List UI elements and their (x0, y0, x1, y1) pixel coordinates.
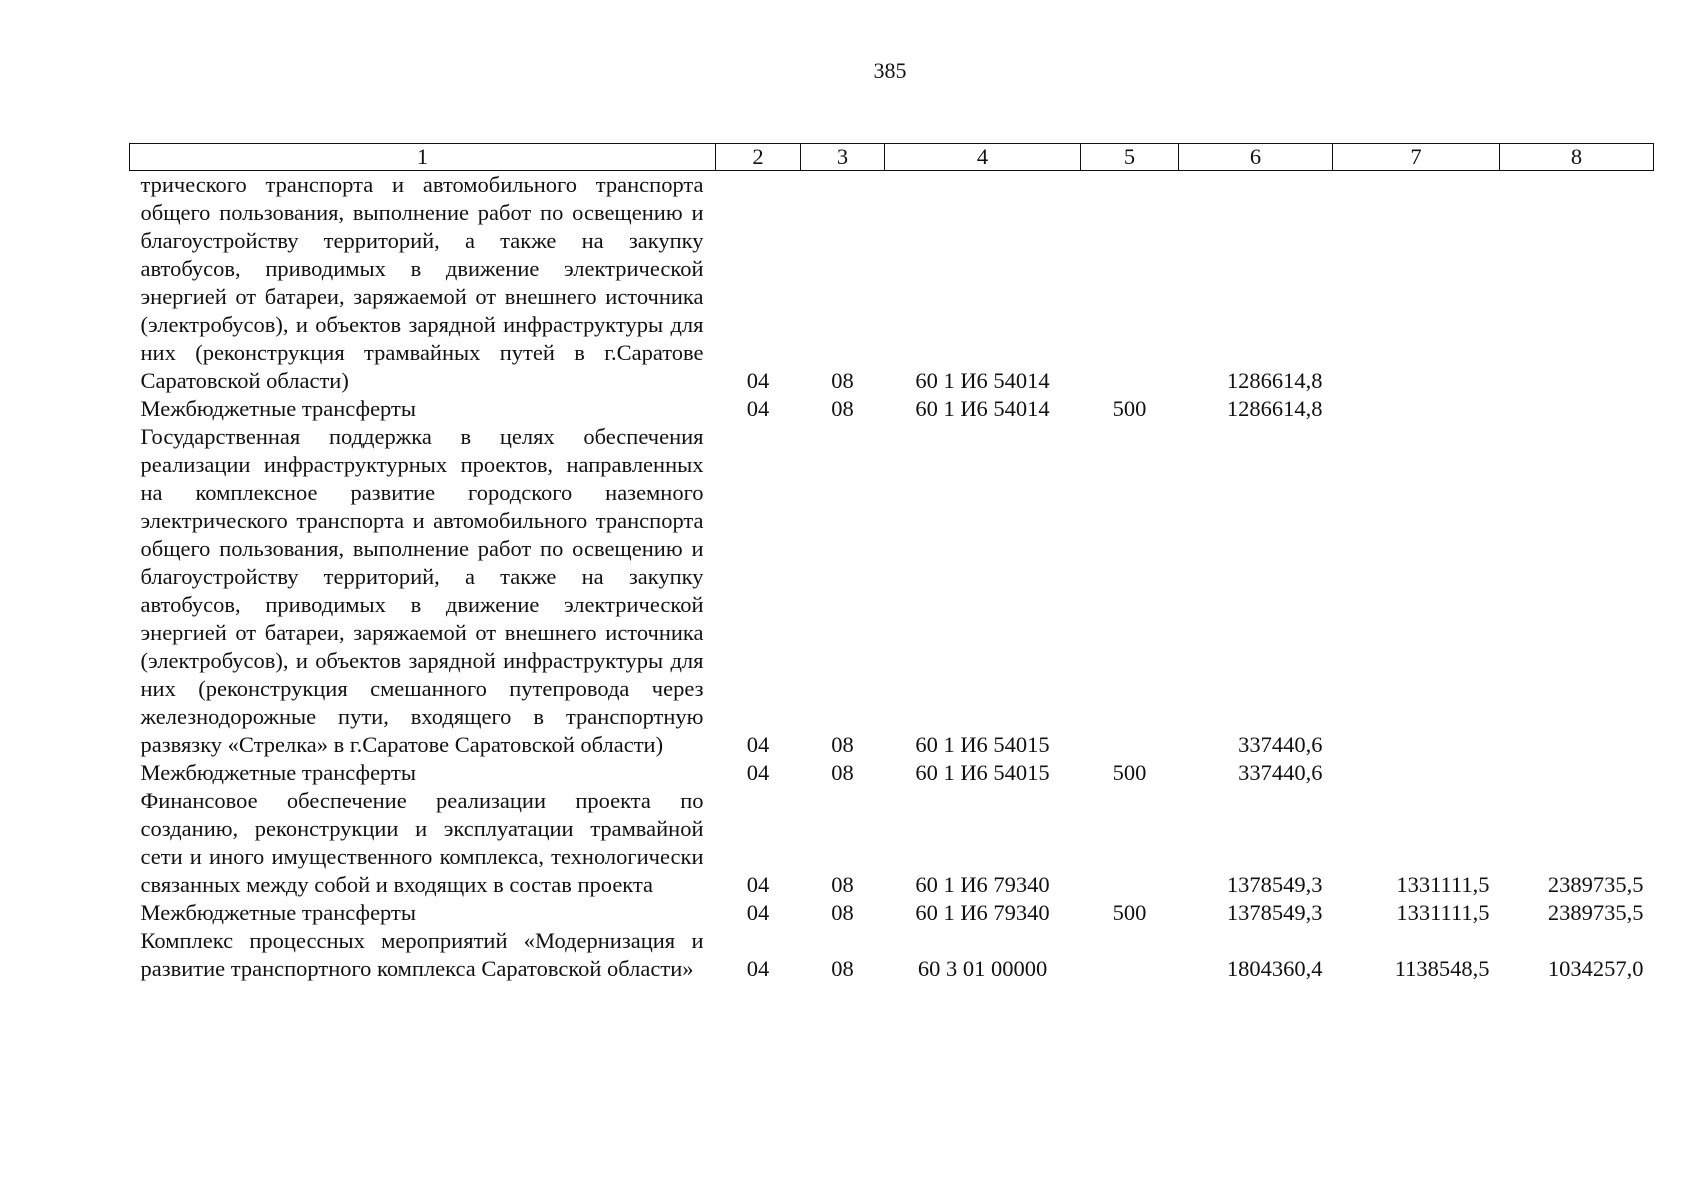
expense-type-cell (1081, 423, 1179, 759)
header-col-4: 4 (885, 144, 1081, 171)
amount-col-8-cell (1500, 171, 1654, 396)
target-article-cell: 60 1 И6 54014 (915, 396, 1050, 421)
table-row (130, 927, 1654, 983)
row-name-cell: Государственная поддержка в целях обеспечения реализации инфраструктурных проектов, направленных на комплексное развитие городского наземного электрического транспорта и автомобильного транспорта общего пользования, выполнение работ по освещению и благоустройству территорий, а также на закупку автобусов, приводимых в движение электрической энергией от батареи, заряжаемой от внешнего источника (электробусов), и объектов зарядной инфраструктуры для них (реконструкция смешанного путепровода через железнодорожные пути, входящего в транспортную развязку «Стрелка» в г.Саратове Саратовской области) (140, 424, 704, 757)
header-row (130, 144, 1654, 171)
row-name-cell: Межбюджетные трансферты (140, 396, 416, 421)
table-row (130, 395, 1654, 423)
header-col-6: 6 (1179, 144, 1333, 171)
table-row (130, 899, 1654, 927)
amount-col-7-cell: 1331111,5 (1396, 872, 1490, 897)
amount-col-6-cell: 1378549,3 (1226, 900, 1323, 925)
budget-table (129, 143, 1654, 983)
expense-type-cell: 500 (1112, 396, 1147, 421)
amount-col-8-cell (1500, 395, 1654, 423)
section-code-cell: 04 (746, 872, 770, 897)
table-row (130, 759, 1654, 787)
subsection-code-cell: 08 (831, 396, 854, 421)
header-col-3: 3 (801, 144, 885, 171)
target-article-cell: 60 3 01 00000 (917, 956, 1048, 981)
header-col-1: 1 (130, 144, 716, 171)
page-number: 385 (873, 58, 907, 83)
amount-col-6-cell: 1286614,8 (1226, 368, 1323, 393)
section-code-cell: 04 (746, 732, 770, 757)
subsection-code-cell: 08 (831, 368, 854, 393)
section-code-cell: 04 (746, 760, 770, 785)
section-code-cell: 04 (746, 396, 770, 421)
subsection-code-cell: 08 (831, 732, 854, 757)
amount-col-7-cell: 1138548,5 (1394, 956, 1490, 981)
amount-col-7-cell (1333, 395, 1500, 423)
amount-col-8-cell: 2389735,5 (1547, 900, 1644, 925)
expense-type-cell (1081, 927, 1179, 983)
target-article-cell: 60 1 И6 54014 (915, 368, 1050, 393)
table-header (130, 144, 1654, 171)
amount-col-7-cell (1333, 759, 1500, 787)
amount-col-6-cell: 1804360,4 (1226, 956, 1323, 981)
header-col-7: 7 (1333, 144, 1500, 171)
row-name-cell: Комплекс процессных мероприятий «Модернизация и развитие транспортного комплекса Саратовской области» (140, 928, 704, 981)
amount-col-8-cell (1500, 423, 1654, 759)
expense-type-cell: 500 (1112, 900, 1147, 925)
header-col-2: 2 (716, 144, 801, 171)
row-name-cell: Межбюджетные трансферты (140, 900, 416, 925)
section-code-cell: 04 (746, 900, 770, 925)
target-article-cell: 60 1 И6 54015 (915, 760, 1050, 785)
amount-col-6-cell: 1286614,8 (1226, 396, 1323, 421)
subsection-code-cell: 08 (831, 760, 854, 785)
amount-col-8-cell (1500, 759, 1654, 787)
amount-col-7-cell: 1331111,5 (1396, 900, 1490, 925)
amount-col-8-cell: 1034257,0 (1547, 956, 1644, 981)
subsection-code-cell: 08 (831, 900, 854, 925)
header-col-5: 5 (1081, 144, 1179, 171)
expense-type-cell: 500 (1112, 760, 1147, 785)
amount-col-7-cell (1333, 171, 1500, 396)
amount-col-7-cell (1333, 423, 1500, 759)
target-article-cell: 60 1 И6 79340 (915, 872, 1050, 897)
row-name-cell: трического транспорта и автомобильного транспорта общего пользования, выполнение работ по освещению и благоустройству территорий, а также на закупку автобусов, приводимых в движение электрической энергией от батареи, заряжаемой от внешнего источника (электробусов), и объектов зарядной инфраструктуры для них (реконструкция трамвайных путей в г.Саратове Саратовской области) (140, 172, 704, 393)
section-code-cell: 04 (746, 956, 770, 981)
amount-col-6-cell: 1378549,3 (1226, 872, 1323, 897)
amount-col-6-cell: 337440,6 (1238, 760, 1323, 785)
header-col-8: 8 (1500, 144, 1654, 171)
table-row (130, 423, 1654, 759)
expense-type-cell (1081, 171, 1179, 396)
subsection-code-cell: 08 (831, 872, 854, 897)
target-article-cell: 60 1 И6 79340 (915, 900, 1050, 925)
table-row (130, 171, 1654, 396)
row-name-cell: Межбюджетные трансферты (140, 760, 416, 785)
expense-type-cell (1081, 787, 1179, 899)
table-row (130, 787, 1654, 899)
amount-col-8-cell: 2389735,5 (1547, 872, 1644, 897)
row-name-cell: Финансовое обеспечение реализации проекта по созданию, реконструкции и эксплуатации трамвайной сети и иного имущественного комплекса, технологически связанных между собой и входящих в состав проекта (140, 788, 704, 897)
target-article-cell: 60 1 И6 54015 (915, 732, 1050, 757)
section-code-cell: 04 (746, 368, 770, 393)
amount-col-6-cell: 337440,6 (1238, 732, 1323, 757)
table-body (130, 171, 1654, 984)
subsection-code-cell: 08 (831, 956, 854, 981)
